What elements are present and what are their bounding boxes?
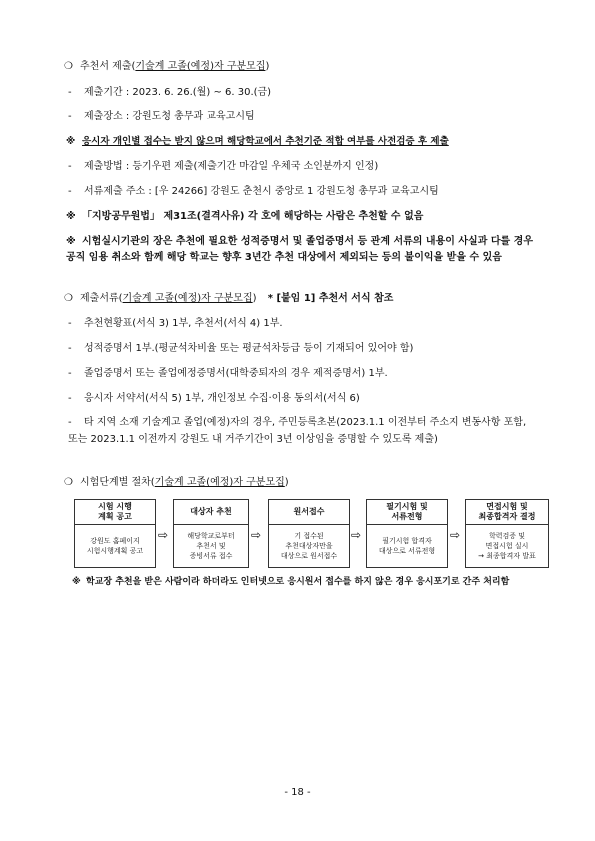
doc-item-1: - 추천현황표(서식 3) 1부, 추천서(서식 4) 1부. — [68, 318, 283, 329]
note-penalty: ※ 시험실시기관의 장은 추천에 필요한 성적증명서 및 졸업증명서 등 관계 서류의 내용이 사실과 다를 경우 공직 임용 취소와 함께 해당 학교는 향후 3년간 추천 대상에서 제외되는 등의 불이익을 받을 수 있음 — [66, 236, 533, 263]
flow-step-header: 원서접수 — [269, 500, 349, 525]
asterisk-note-icon: ※ — [66, 136, 76, 147]
dash-bullet-icon: - — [68, 87, 72, 98]
flow-step-1 — [74, 499, 156, 568]
doc-item-3: - 졸업증명서 또는 졸업예정증명서(대학중퇴자의 경우 제적증명서) 1부. — [68, 368, 388, 379]
right-arrow-icon: ⇨ — [158, 528, 169, 542]
right-arrow-icon: ⇨ — [351, 528, 362, 542]
dash-bullet-icon: - — [68, 186, 72, 197]
asterisk-note-icon: ※ — [72, 577, 81, 587]
doc-item-4: - 응시자 서약서(서식 5) 1부, 개인정보 수집·이용 동의서(서식 6) — [68, 393, 360, 404]
asterisk-note-icon: ※ — [66, 211, 76, 222]
flow-step-body: 강원도 홈페이지 시험시행계획 공고 — [86, 537, 144, 555]
flow-step-header: 대상자 추천 — [174, 500, 248, 525]
flow-step-body: 해당학교로부터 추천서 및 증빙서류 접수 — [187, 532, 235, 560]
right-arrow-icon: ⇨ — [450, 528, 461, 542]
dash-bullet-icon: - — [68, 343, 72, 354]
period-line: - 제출기간 : 2023. 6. 26.(월) ~ 6. 30.(금) — [68, 87, 272, 98]
dash-bullet-icon: - — [68, 368, 72, 379]
flow-step-header: 필기시험 및 서류전형 — [367, 500, 447, 525]
flow-step-2 — [173, 499, 249, 568]
method-line: - 제출방법 : 등기우편 제출(제출기간 마감일 우체국 소인분까지 인정) — [68, 161, 379, 172]
right-arrow-icon: ⇨ — [251, 528, 262, 542]
flow-step-header: 시험 시행 계획 공고 — [75, 500, 155, 525]
circle-bullet-icon: ❍ — [64, 477, 73, 488]
flow-step-4 — [366, 499, 448, 568]
circle-bullet-icon: ❍ — [64, 61, 73, 72]
dash-bullet-icon: - — [68, 111, 72, 122]
flow-step-body: 필기시험 합격자 대상으로 서류전형 — [378, 537, 436, 555]
doc-item-5: - 타 지역 소재 기술계고 졸업(예정)자의 경우, 주민등록초본(2023.1.1 이전부터 주소지 변동사항 포함, 또는 2023.1.1 이전까지 강원도 내 거주기간이 3년 이상임을 증명할 수 있도록 제출) — [68, 414, 538, 448]
circle-bullet-icon: ❍ — [64, 293, 73, 304]
flow-step-3 — [268, 499, 350, 568]
section-heading-recommendation: ❍ 추천서 제출(기술계 고졸(예정)자 구분모집) — [64, 61, 270, 72]
page-number: - 18 - — [284, 787, 311, 798]
note-pre-screening: ※ 응시자 개인별 접수는 받지 않으며 해당학교에서 추천기준 적합 여부를 사전검증 후 제출 — [66, 136, 449, 147]
dash-bullet-icon: - — [68, 318, 72, 329]
flow-step-body: 기 접수된 추천대상자만을 대상으로 원서접수 — [280, 532, 338, 560]
place-line: - 제출장소 : 강원도청 총무과 교육고시팀 — [68, 111, 255, 122]
dash-bullet-icon: - — [68, 393, 72, 404]
flow-step-5 — [465, 499, 549, 568]
address-line: - 서류제출 주소 : [우 24266] 강원도 춘천시 중앙로 1 강원도청 총무과 교육고시팀 — [68, 186, 439, 197]
doc-item-2: - 성적증명서 1부.(평균석차비율 또는 평균석차등급 등이 기재되어 있어야 함) — [68, 343, 414, 354]
dash-bullet-icon: - — [68, 161, 72, 172]
dash-bullet-icon: - — [68, 417, 72, 428]
asterisk-note-icon: ※ — [66, 236, 76, 247]
section-heading-process: ❍ 시험단계별 절차(기술계 고졸(예정)자 구분모집) — [64, 477, 289, 488]
flow-step-body: 학력검증 및 면접시험 실시 → 최종합격자 발표 — [478, 532, 536, 560]
flow-step-header: 면접시험 및 최종합격자 결정 — [466, 500, 548, 525]
section-heading-documents: ❍ 제출서류(기술계 고졸(예정)자 구분모집) * [붙임 1] 추천서 서식 참조 — [64, 293, 394, 304]
note-disqualification: ※ 「지방공무원법」 제31조(결격사유) 각 호에 해당하는 사람은 추천할 수 없음 — [66, 211, 424, 222]
flow-note: ※ 학교장 추천을 받은 사람이라 하더라도 인터넷으로 응시원서 접수를 하지 않은 경우 응시포기로 간주 처리함 — [72, 577, 510, 587]
